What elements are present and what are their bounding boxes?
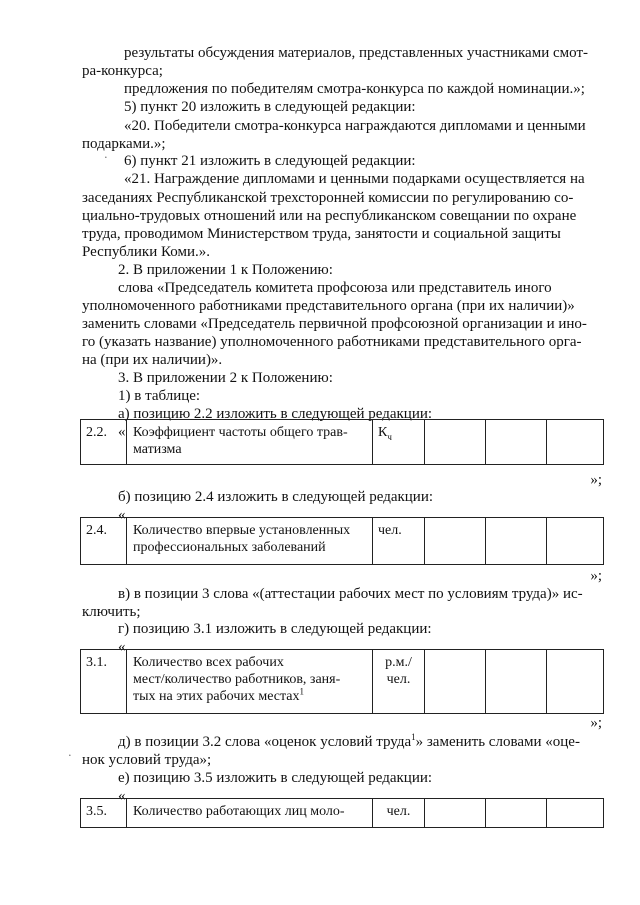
section-heading: 2. В приложении 1 к Положению: bbox=[118, 262, 333, 278]
empty-cell bbox=[547, 799, 604, 828]
text-line: ра-конкурса; bbox=[82, 63, 163, 79]
text-line: слова «Председатель комитета профсоюза или представитель иного bbox=[118, 280, 552, 296]
empty-cell bbox=[547, 650, 604, 714]
row-number: 3.5. bbox=[81, 799, 127, 828]
empty-cell bbox=[547, 420, 604, 465]
indicator-line: Количество всех рабочих bbox=[133, 655, 284, 670]
text-line: а) позицию 2.2 изложить в следующей редакции: bbox=[118, 406, 433, 422]
text-line: «20. Победители смотра-конкурса награждаются дипломами и ценными bbox=[124, 118, 586, 134]
text-line: уполномоченного работниками представительного органа (при их наличии)» bbox=[82, 298, 575, 314]
footnote-mark: 1 bbox=[299, 686, 304, 697]
footnote-mark: 1 bbox=[411, 732, 416, 742]
empty-cell bbox=[486, 420, 547, 465]
text-line: е) позицию 3.5 изложить в следующей редакции: bbox=[118, 770, 433, 786]
text-fragment: д) в позиции 3.2 слова «оценок условий труда bbox=[118, 734, 412, 750]
text-line: предложения по победителям смотра-конкурса по каждой номинации.»; bbox=[124, 81, 585, 97]
text-line: Республики Коми.». bbox=[82, 244, 210, 260]
empty-cell bbox=[425, 420, 486, 465]
section-heading: 3. В приложении 2 к Положению: bbox=[118, 370, 333, 386]
text-line bbox=[118, 733, 602, 751]
indicator-line bbox=[133, 688, 367, 705]
text-line: заседаниях Республиканской трехсторонней комиссии по регулированию со- bbox=[82, 190, 574, 206]
row-indicator: Количество впервые установленных профессиональных заболеваний bbox=[127, 518, 373, 565]
unit-subscript: ч bbox=[387, 431, 392, 442]
text-line: ключить; bbox=[82, 604, 141, 620]
row-indicator bbox=[127, 650, 373, 714]
table-row-2-4 bbox=[80, 517, 604, 565]
open-quote: « bbox=[118, 639, 126, 655]
text-line: 5) пункт 20 изложить в следующей редакции: bbox=[124, 99, 416, 115]
empty-cell bbox=[547, 518, 604, 565]
row-number: 2.2. bbox=[81, 420, 127, 465]
empty-cell bbox=[425, 518, 486, 565]
row-unit: чел. bbox=[373, 799, 425, 828]
row-indicator: Коэффициент частоты общего трав-матизма bbox=[127, 420, 373, 465]
scan-speck: ․ bbox=[68, 747, 72, 759]
close-quote: »; bbox=[590, 715, 602, 731]
text-line: нок условий труда»; bbox=[82, 752, 212, 768]
row-number: 2.4. bbox=[81, 518, 127, 565]
text-fragment: » заменить словами «оце- bbox=[415, 734, 580, 750]
text-line: результаты обсуждения материалов, представленных участниками смот- bbox=[124, 45, 588, 61]
text-line: «21. Награждение дипломами и ценными подарками осуществляется на bbox=[124, 171, 585, 187]
unit-line: чел. bbox=[386, 672, 411, 687]
text-line: циально-трудовых отношений или на республиканском совещании по охране bbox=[82, 208, 577, 224]
empty-cell bbox=[425, 650, 486, 714]
open-quote: « bbox=[118, 424, 126, 440]
text-line: в) в позиции 3 слова «(аттестации рабочих мест по условиям труда)» ис- bbox=[118, 586, 583, 602]
row-unit bbox=[373, 650, 425, 714]
text-line: 6) пункт 21 изложить в следующей редакции: bbox=[124, 153, 416, 169]
indicator-text: тых на этих рабочих местах bbox=[133, 689, 300, 704]
close-quote: »; bbox=[590, 472, 602, 488]
text-line: г) позицию 3.1 изложить в следующей редакции: bbox=[118, 621, 432, 637]
table-row-2-2 bbox=[80, 419, 604, 465]
text-line: труда, проводимом Министерством труда, занятости и социальной защиты bbox=[82, 226, 561, 242]
unit-line: р.м./ bbox=[385, 655, 412, 670]
empty-cell bbox=[486, 650, 547, 714]
unit-symbol: К bbox=[378, 425, 388, 440]
open-quote: « bbox=[118, 788, 126, 804]
text-line: подарками.»; bbox=[82, 136, 166, 152]
row-number: 3.1. bbox=[81, 650, 127, 714]
row-unit: чел. bbox=[373, 518, 425, 565]
close-quote: »; bbox=[590, 568, 602, 584]
empty-cell bbox=[486, 518, 547, 565]
row-indicator: Количество работающих лиц моло- bbox=[127, 799, 373, 828]
scan-speck: ․ bbox=[104, 149, 108, 161]
row-unit bbox=[373, 420, 425, 465]
empty-cell bbox=[486, 799, 547, 828]
text-line: на (при их наличии)». bbox=[82, 352, 223, 368]
indicator-line: мест/количество работников, заня- bbox=[133, 672, 341, 687]
text-line: го (указать название) уполномоченного работниками представительного орга- bbox=[82, 334, 582, 350]
text-line: 1) в таблице: bbox=[118, 388, 201, 404]
text-line: б) позицию 2.4 изложить в следующей редакции: bbox=[118, 489, 434, 505]
open-quote: « bbox=[118, 507, 126, 523]
text-line: заменить словами «Председатель первичной профсоюзной организации и ино- bbox=[82, 316, 587, 332]
table-row-3-5 bbox=[80, 798, 604, 828]
table-row-3-1 bbox=[80, 649, 604, 714]
empty-cell bbox=[425, 799, 486, 828]
